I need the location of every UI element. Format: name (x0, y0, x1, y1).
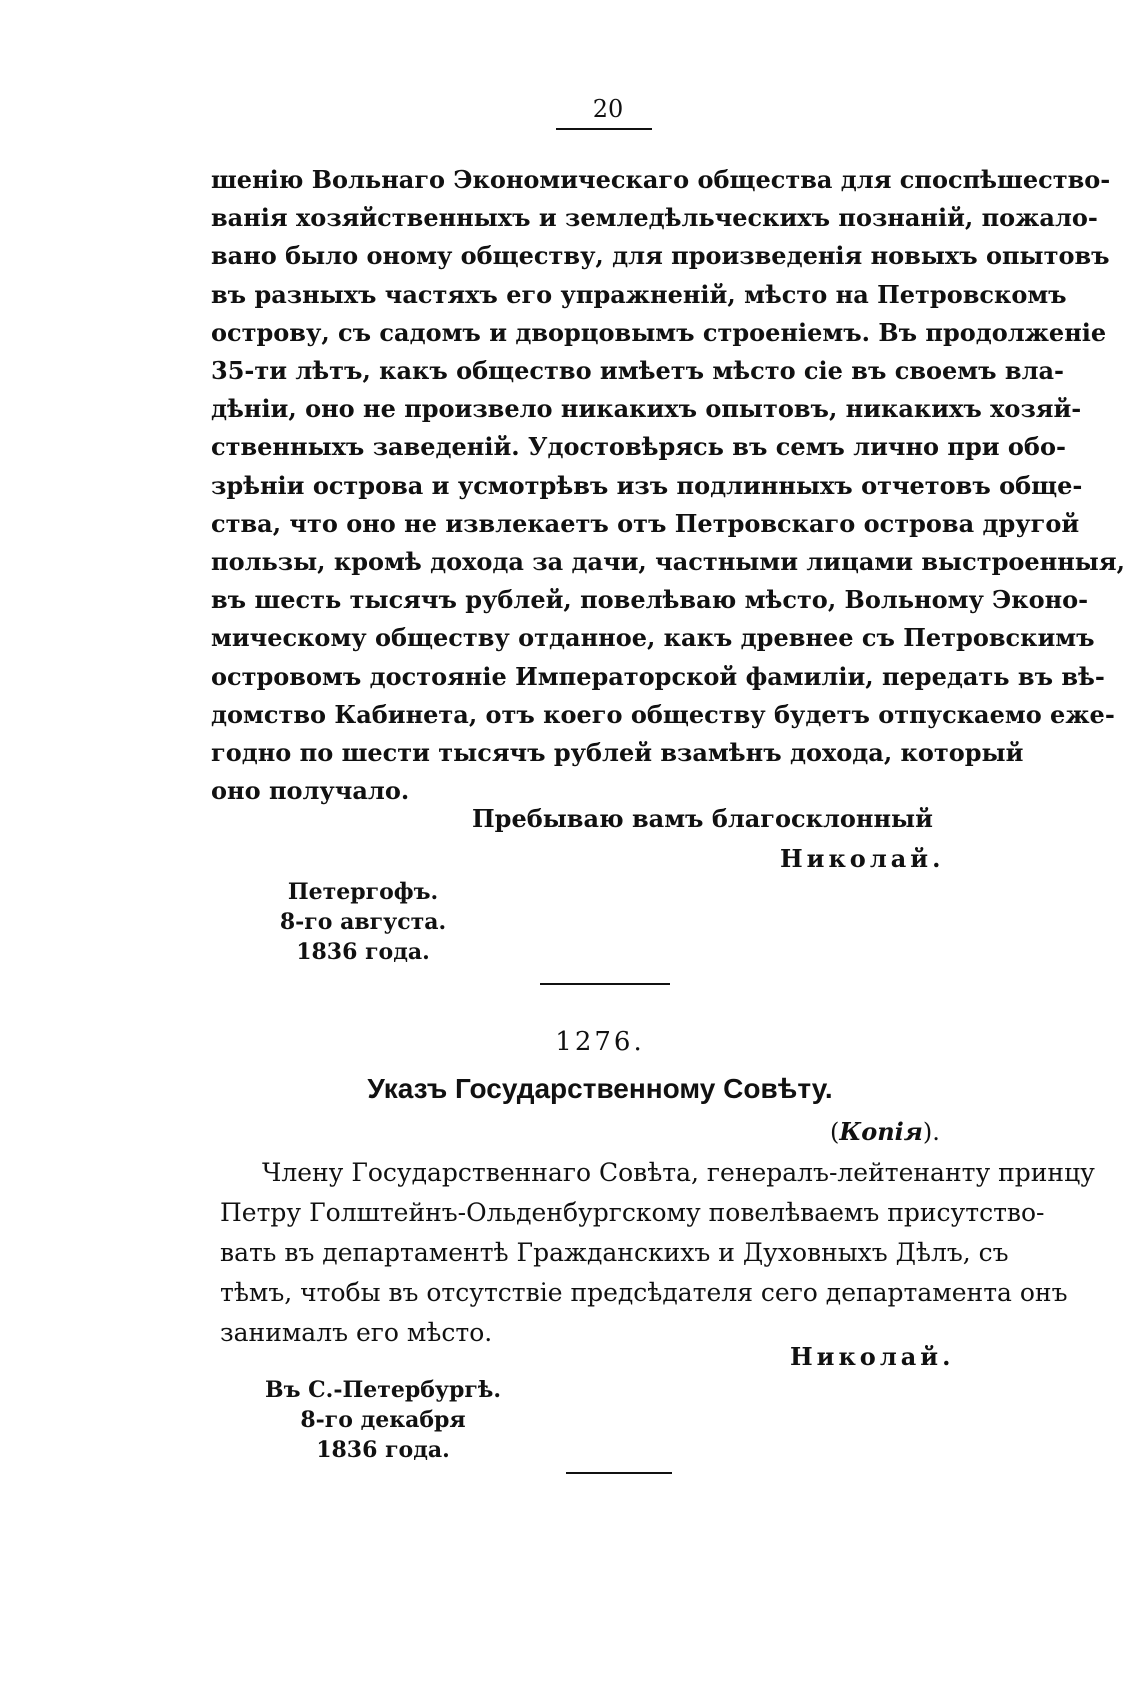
text-line: ства, что оно не извлекаетъ отъ Петровскаго острова другой (211, 508, 1080, 538)
place-line: Въ С.-Петербургѣ. (265, 1377, 501, 1403)
date-line: 8-го августа. (279, 909, 447, 935)
document-number: 1276. (555, 1027, 645, 1057)
text-line: пользы, кромѣ дохода за дачи, частными лицами выстроенныя, (211, 547, 1125, 577)
text-line: ственныхъ заведеній. Удостовѣрясь въ семъ лично при обо- (211, 432, 1066, 462)
text-line: зрѣніи острова и усмотрѣвъ изъ подлинныхъ отчетовъ обще- (211, 470, 1083, 500)
text-line: оно получало. (211, 776, 410, 806)
text-line: ванія хозяйственныхъ и земледѣльческихъ познаній, пожало- (211, 203, 1098, 233)
text-line: годно по шести тысячъ рублей взамѣнъ дохода, который (211, 738, 1024, 768)
text-line: вать въ департаментѣ Гражданскихъ и Духовныхъ Дѣлъ, съ (220, 1238, 1009, 1267)
place-line: Петергофъ. (287, 879, 439, 905)
text-line: Члену Государственнаго Совѣта, генералъ-лейтенанту принцу (262, 1158, 1095, 1187)
place-date-block (263, 877, 463, 967)
text-line: мическому обществу отданное, какъ древнее съ Петровскимъ (211, 623, 1095, 653)
date-line: 8-го декабря (300, 1407, 466, 1433)
section-divider (540, 983, 670, 985)
decree-text-2 (220, 1153, 1095, 1353)
year-line: 1836 года. (296, 939, 430, 965)
text-line: въ шесть тысячъ рублей, повелѣваю мѣсто, Вольному Эконо- (211, 585, 1089, 615)
copy-note-open: ( (830, 1118, 840, 1146)
copy-note (830, 1117, 940, 1146)
signature: Николай. (780, 844, 945, 873)
text-line: Петру Голштейнъ-Ольденбургскому повелѣваемъ присутство- (220, 1198, 1045, 1227)
text-line: 35-ти лѣтъ, какъ общество имѣетъ мѣсто сіе въ своемъ вла- (211, 356, 1065, 386)
document-title: Указъ Государственному Совѣту. (367, 1073, 833, 1104)
page-number: 20 (592, 95, 624, 123)
copy-note-close: ). (922, 1118, 940, 1146)
year-line: 1836 года. (316, 1437, 450, 1463)
decree-text-1 (211, 161, 1125, 810)
copy-note-text: Копія (839, 1117, 923, 1146)
text-line: въ разныхъ частяхъ его упражненій, мѣсто на Петровскомъ (211, 279, 1067, 309)
place-date-block (263, 1375, 503, 1465)
section-divider (566, 1472, 672, 1474)
text-line: домство Кабинета, отъ коего обществу будетъ отпускаемо еже- (211, 699, 1115, 729)
text-line: островомъ достояніе Императорской фамиліи, передать въ вѣ- (211, 661, 1105, 691)
page-number-rule (556, 128, 652, 130)
text-line: дѣніи, оно не произвело никакихъ опытовъ, никакихъ хозяй- (211, 394, 1082, 424)
text-line: тѣмъ, чтобы въ отсутствіе предсѣдателя сего департамента онъ (220, 1278, 1068, 1307)
text-line: острову, съ садомъ и дворцовымъ строеніемъ. Въ продолженіе (211, 317, 1107, 347)
text-line: шенію Вольнаго Экономическаго общества для споспѣшество- (211, 165, 1111, 194)
closing-phrase: Пребываю вамъ благосклонный (472, 804, 933, 833)
signature: Николай. (790, 1342, 955, 1371)
text-line: вано было оному обществу, для произведенія новыхъ опытовъ (211, 241, 1110, 271)
text-line: занималъ его мѣсто. (220, 1318, 493, 1347)
